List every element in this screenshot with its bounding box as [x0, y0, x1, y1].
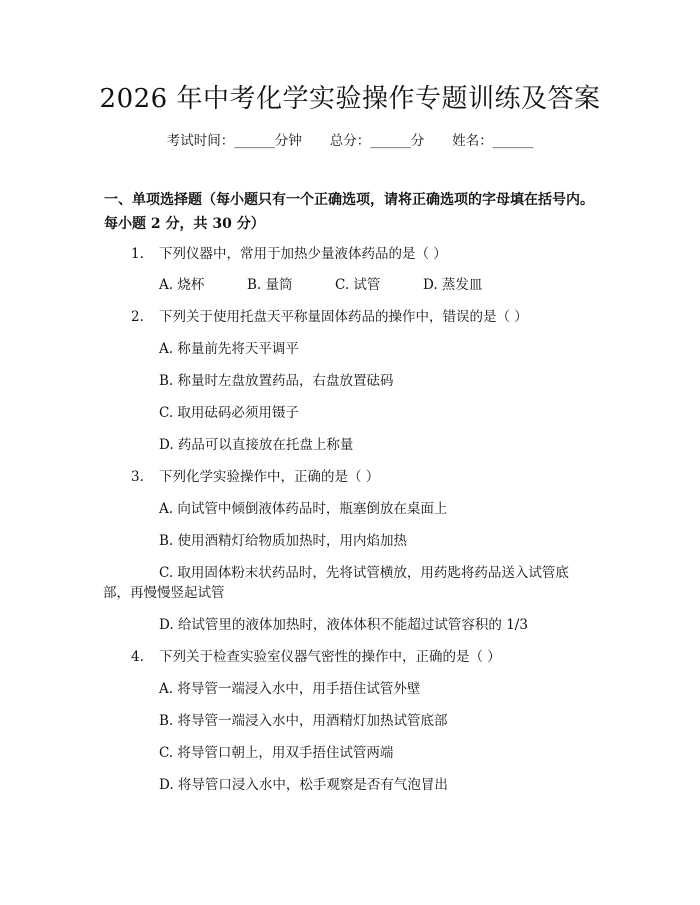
question-text: 下列关于检查实验室仪器气密性的操作中，正确的是（ ）: [159, 649, 501, 665]
total-score-field: 总分：______分: [329, 133, 425, 149]
exam-meta: [0, 131, 700, 151]
question-number: 3.: [131, 469, 144, 485]
page-title: 2026 年中考化学实验操作专题训练及答案: [99, 84, 601, 114]
question-number: 4.: [131, 649, 144, 665]
section-heading-line1: 一、单项选择题（每小题只有一个正确选项，请将正确选项的字母填在括号内。: [104, 192, 594, 208]
option-b: B. 将导管一端浸入水中，用酒精灯加热试管底部: [159, 713, 448, 729]
option-d: D. 蒸发皿: [423, 277, 483, 293]
question-number: 1.: [131, 246, 144, 262]
question-text: 下列仪器中，常用于加热少量液体药品的是（ ）: [159, 246, 447, 262]
option-a: A. 称量前先将天平调平: [159, 341, 299, 357]
option-c: C. 试管: [335, 277, 381, 293]
option-b: B. 称量时左盘放置药品，右盘放置砝码: [159, 373, 394, 389]
option-a: A. 将导管一端浸入水中，用手捂住试管外壁: [159, 681, 421, 697]
question-stem: [131, 244, 447, 264]
question-text: 下列关于使用托盘天平称量固体药品的操作中，错误的是（ ）: [159, 309, 528, 325]
option-d: D. 将导管口浸入水中，松手观察是否有气泡冒出: [159, 777, 448, 793]
option-a: A. 烧杯: [159, 277, 205, 293]
question-number: 2.: [131, 309, 144, 325]
option-a: A. 向试管中倾倒液体药品时，瓶塞倒放在桌面上: [159, 501, 448, 517]
option-c-continued: 部，再慢慢竖起试管: [103, 585, 225, 601]
question-stem: [131, 307, 528, 327]
exam-time-field: 考试时间：______分钟: [166, 133, 302, 149]
option-b: B. 量筒: [247, 277, 293, 293]
option-c: C. 取用砝码必须用镊子: [159, 405, 299, 421]
question-text: 下列化学实验操作中，正确的是（ ）: [159, 469, 380, 485]
option-d: D. 给试管里的液体加热时，液体体积不能超过试管容积的 1/3: [159, 617, 528, 633]
option-c: C. 将导管口朝上，用双手捂住试管两端: [159, 745, 394, 761]
section-heading: [104, 188, 604, 236]
option-b: B. 使用酒精灯给物质加热时，用内焰加热: [159, 533, 408, 549]
option-d: D. 药品可以直接放在托盘上称量: [159, 437, 354, 453]
option-c: C. 取用固体粉末状药品时，先将试管横放，用药匙将药品送入试管底: [159, 565, 569, 581]
option-row: [159, 275, 482, 295]
question-stem: [131, 467, 379, 487]
question-stem: [131, 647, 501, 667]
student-name-field: 姓名：______: [452, 133, 534, 149]
section-heading-line2: 每小题 2 分，共 30 分）: [104, 216, 265, 232]
